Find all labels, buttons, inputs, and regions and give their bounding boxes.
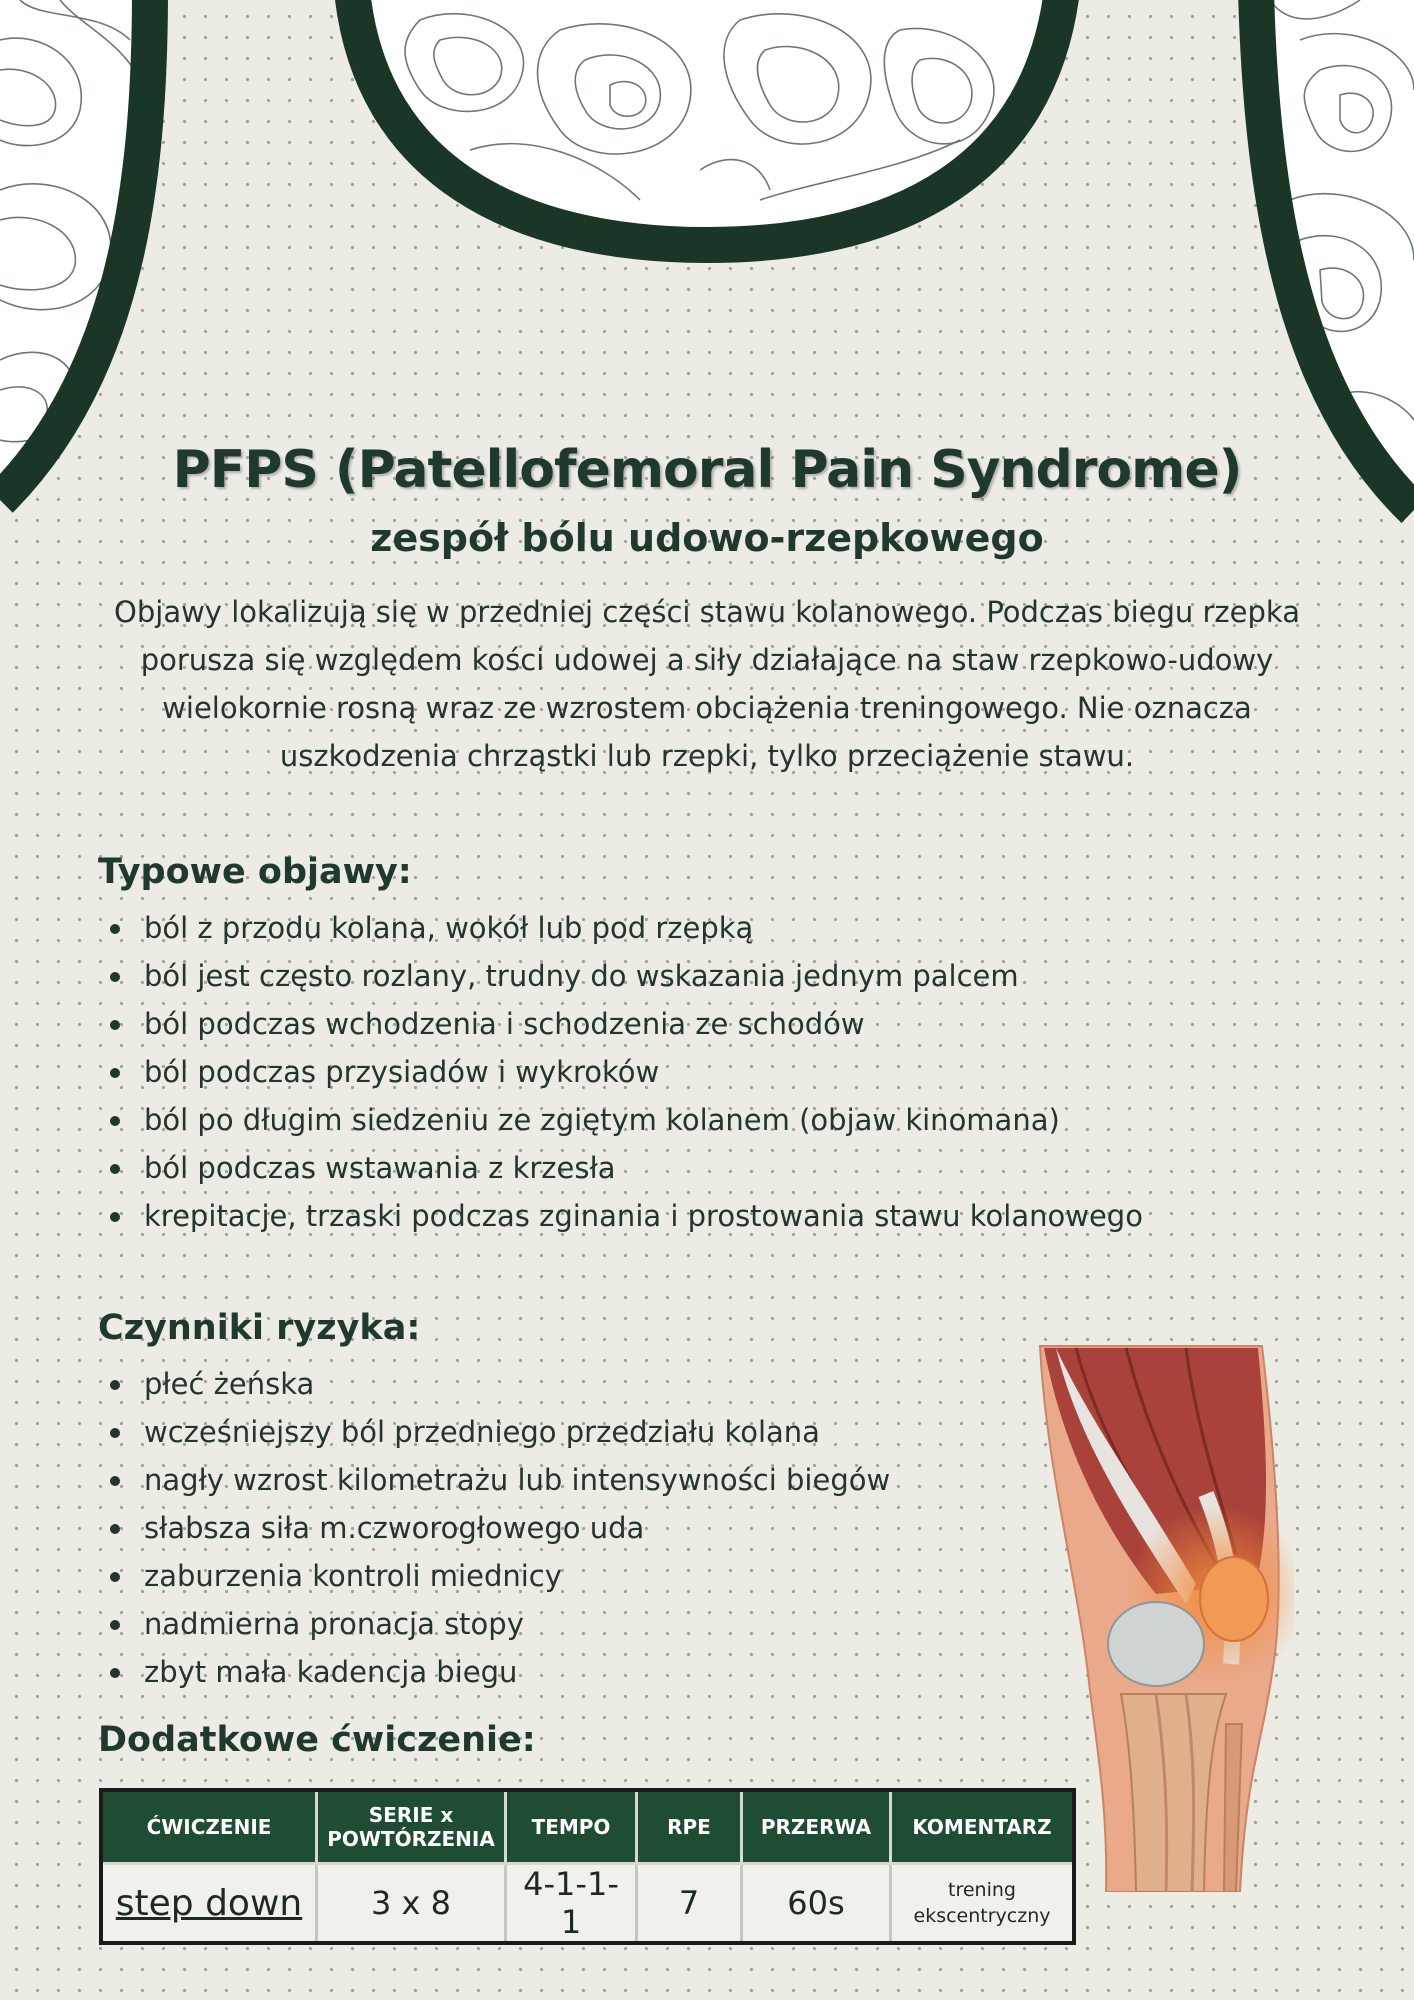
list-item: nagły wzrost kilometrażu lub intensywności biegów	[98, 1456, 890, 1504]
page-subtitle: zespół bólu udowo-rzepkowego	[370, 516, 1044, 560]
column-header: PRZERWA	[742, 1790, 891, 1864]
table-header-row	[101, 1790, 1074, 1864]
table-cell: 4-1-1-1	[506, 1864, 637, 1944]
column-header: TEMPO	[506, 1790, 637, 1864]
exercise-table	[99, 1788, 1076, 1945]
symptoms-heading: Typowe objawy:	[98, 852, 412, 892]
exercise-name-link[interactable]: step down	[101, 1864, 317, 1944]
list-item: ból jest często rozlany, trudny do wskazania jednym palcem	[98, 952, 1143, 1000]
list-item: ból podczas przysiadów i wykroków	[98, 1048, 1143, 1096]
list-item: wcześniejszy ból przedniego przedziału kolana	[98, 1408, 890, 1456]
list-item: ból po długim siedzeniu ze zgiętym kolanem (objaw kinomana)	[98, 1096, 1143, 1144]
list-item: ból podczas wchodzenia i schodzenia ze schodów	[98, 1000, 1143, 1048]
symptoms-list	[98, 904, 1143, 1240]
list-item: ból z przodu kolana, wokół lub pod rzepką	[98, 904, 1143, 952]
femur-condyle	[1108, 1602, 1204, 1686]
list-item: krepitacje, trzaski podczas zginania i prostowania stawu kolanowego	[98, 1192, 1143, 1240]
list-item: zbyt mała kadencja biegu	[98, 1648, 890, 1696]
risk-factors-list	[98, 1360, 890, 1696]
list-item: słabsza siła m.czworogłowego uda	[98, 1504, 890, 1552]
patella	[1200, 1557, 1268, 1641]
risk-factors-heading: Czynniki ryzyka:	[98, 1308, 421, 1348]
intro-paragraph: Objawy lokalizują się w przedniej części stawu kolanowego. Podczas biegu rzepka porusza się względem kości udowej a siły działające na staw rzepkowo-udowy wielokornie rosną wraz ze wzrostem obciążenia treningowego. Nie oznacza uszkodzenia chrząstki lub rzepki, tylko przeciążenie stawu.	[114, 595, 1300, 773]
list-item: płeć żeńska	[98, 1360, 890, 1408]
list-item: ból podczas wstawania z krzesła	[98, 1144, 1143, 1192]
column-header: RPE	[637, 1790, 742, 1864]
list-item: nadmierna pronacja stopy	[98, 1600, 890, 1648]
list-item: zaburzenia kontroli miednicy	[98, 1552, 890, 1600]
table-row	[101, 1864, 1074, 1944]
table-cell: 60s	[742, 1864, 891, 1944]
page-title: PFPS (Patellofemoral Pain Syndrome)	[172, 440, 1242, 500]
column-header: SERIE x POWTÓRZENIA	[317, 1790, 506, 1864]
table-cell: trening ekscentryczny	[891, 1864, 1075, 1944]
table-cell: 7	[637, 1864, 742, 1944]
table-cell: 3 x 8	[317, 1864, 506, 1944]
column-header: KOMENTARZ	[891, 1790, 1075, 1864]
column-header: ĆWICZENIE	[101, 1790, 317, 1864]
exercise-heading: Dodatkowe ćwiczenie:	[98, 1720, 536, 1760]
